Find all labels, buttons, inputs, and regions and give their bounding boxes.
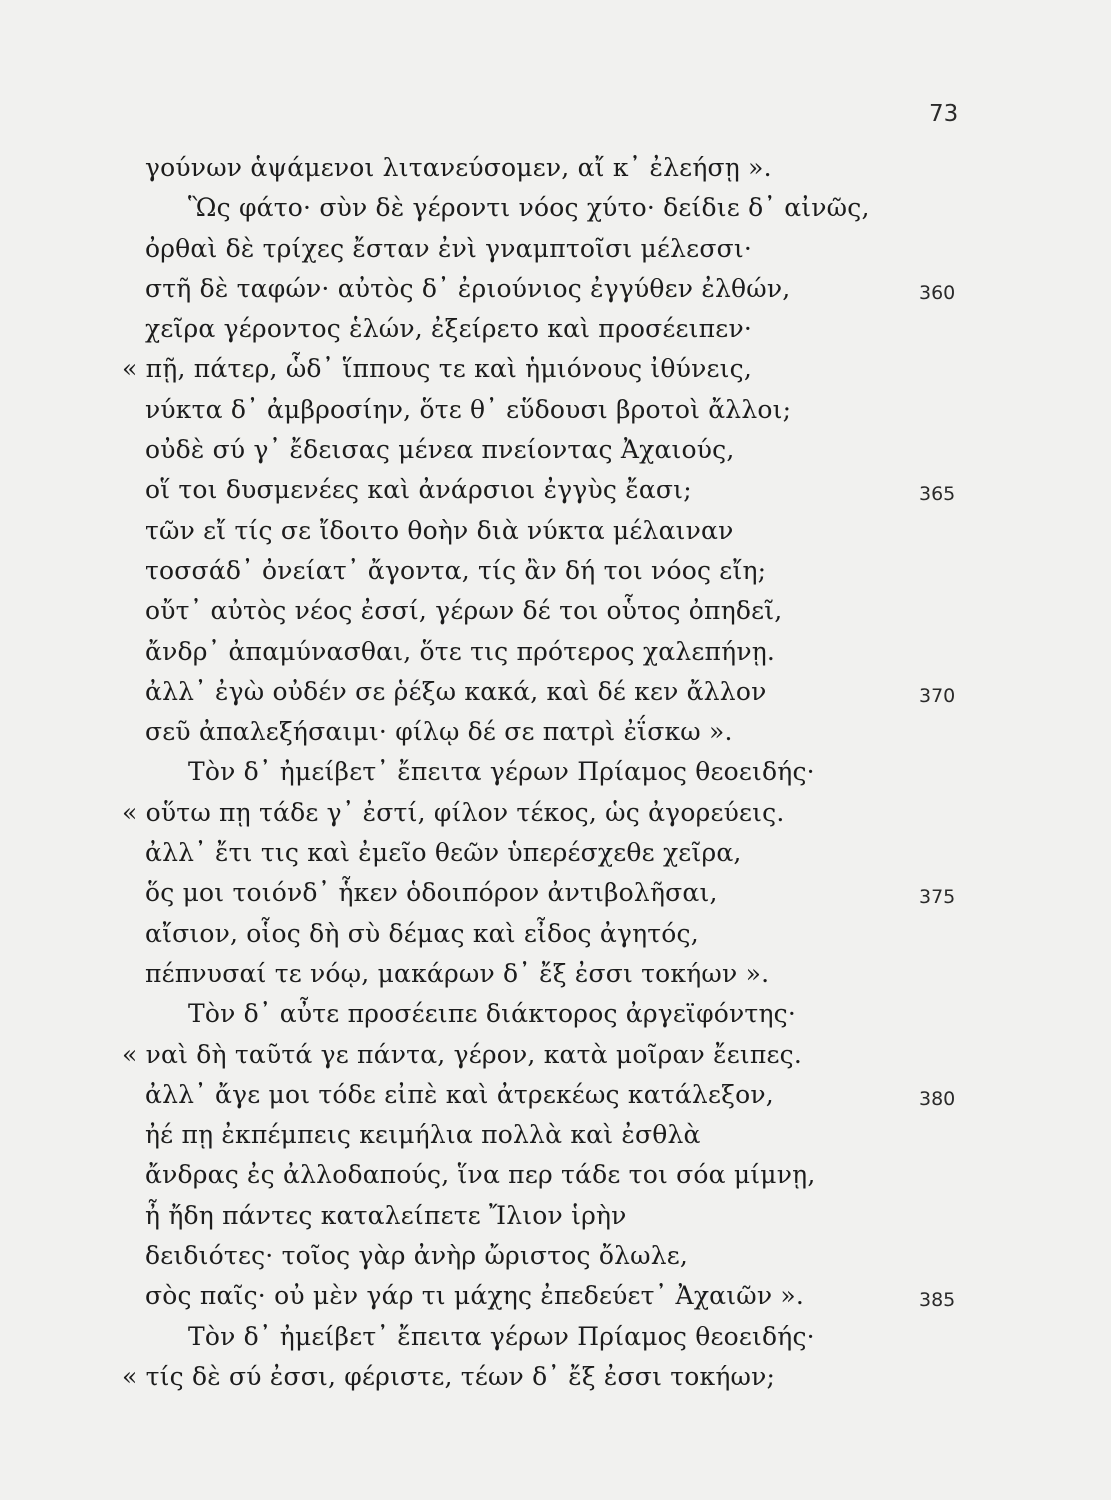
verse-text: ἄνδρ᾽ ἀπαμύνασθαι, ὅτε τις πρότερος χαλεπήνῃ. <box>145 636 776 666</box>
verse-line <box>0 272 1111 312</box>
line-number: 365 <box>919 483 956 506</box>
verse-text: σεῦ ἀπαλεξήσαιμι· φίλῳ δέ σε πατρὶ ἐΐσκω ». <box>145 717 733 747</box>
verse-text: ἀλλ᾽ ἄγε μοι τόδε εἰπὲ καὶ ἀτρεκέως κατάλεξον, <box>145 1079 774 1109</box>
verse-line <box>0 917 1111 957</box>
verse-line <box>0 1118 1111 1158</box>
verse-line <box>0 755 1111 795</box>
verse-line <box>0 1038 1111 1078</box>
verse-line <box>0 393 1111 433</box>
verse-line <box>0 594 1111 634</box>
verse-line <box>0 957 1111 997</box>
line-number: 385 <box>919 1289 956 1312</box>
verse-text: « πῇ, πάτερ, ὧδ᾽ ἵππους τε καὶ ἡμιόνους ἰθύνεις, <box>122 354 752 384</box>
page-number: 73 <box>929 101 959 127</box>
verse-line <box>0 715 1111 755</box>
verse-line <box>0 433 1111 473</box>
verse-line <box>0 312 1111 352</box>
verse-text: τοσσάδ᾽ ὀνείατ᾽ ἄγοντα, τίς ἂν δή τοι νόος εἴη; <box>145 555 767 585</box>
line-number: 360 <box>919 281 956 304</box>
verse-text: αἴσιον, οἷος δὴ σὺ δέμας καὶ εἶδος ἀγητός, <box>145 918 699 948</box>
verse-text: ἀλλ᾽ ἐγὼ οὐδέν σε ῥέξω κακά, καὶ δέ κεν ἄλλον <box>145 676 767 706</box>
verse-line <box>0 514 1111 554</box>
verse-line <box>0 836 1111 876</box>
line-number: 370 <box>919 684 956 707</box>
verse-text: δειδιότες· τοῖος γὰρ ἀνὴρ ὤριστος ὄλωλε, <box>145 1241 689 1271</box>
verse-text: σὸς παῖς· οὐ μὲν γάρ τι μάχης ἐπεδεύετ᾽ Ἀχαιῶν ». <box>145 1281 805 1311</box>
verse-text: Ὣς φάτο· σὺν δὲ γέροντι νόος χύτο· δείδιε δ᾽ αἰνῶς, <box>188 193 870 223</box>
verse-text: ἠέ πῃ ἐκπέμπεις κειμήλια πολλὰ καὶ ἐσθλὰ <box>145 1120 701 1150</box>
verse-line <box>0 1360 1111 1400</box>
verse-text: νύκτα δ᾽ ἀμβροσίην, ὅτε θ᾽ εὕδουσι βροτοὶ ἄλλοι; <box>145 394 792 424</box>
verse-text: « οὕτω πῃ τάδε γ᾽ ἐστί, φίλον τέκος, ὡς ἀγορεύεις. <box>122 797 785 827</box>
verse-text: χεῖρα γέροντος ἑλών, ἐξείρετο καὶ προσέειπεν· <box>145 314 752 344</box>
verse-line <box>0 151 1111 191</box>
verse-text: στῆ δὲ ταφών· αὐτὸς δ᾽ ἐριούνιος ἐγγύθεν ἐλθών, <box>145 273 791 303</box>
verse-text: Τὸν δ᾽ ἠμείβετ᾽ ἔπειτα γέρων Πρίαμος θεοειδής· <box>188 757 815 787</box>
verse-text: οὔτ᾽ αὐτὸς νέος ἐσσί, γέρων δέ τοι οὗτος ὀπηδεῖ, <box>145 596 783 626</box>
verse-line <box>0 191 1111 231</box>
verse-line <box>0 1199 1111 1239</box>
verse-text: « ναὶ δὴ ταῦτά γε πάντα, γέρον, κατὰ μοῖραν ἔειπες. <box>122 1039 802 1069</box>
verse-line <box>0 997 1111 1037</box>
verse-text: ἀλλ᾽ ἔτι τις καὶ ἐμεῖο θεῶν ὑπερέσχεθε χεῖρα, <box>145 838 742 868</box>
verse-text: τῶν εἴ τίς σε ἴδοιτο θοὴν διὰ νύκτα μέλαιναν <box>145 515 734 545</box>
verse-line <box>0 232 1111 272</box>
verse-line <box>0 796 1111 836</box>
line-number: 375 <box>919 886 956 909</box>
line-number: 380 <box>919 1087 956 1110</box>
verse-line <box>0 1320 1111 1360</box>
verse-text: ἦ ἤδη πάντες καταλείπετε Ἴλιον ἱρὴν <box>145 1200 627 1230</box>
verse-text: πέπνυσαί τε νόῳ, μακάρων δ᾽ ἔξ ἐσσι τοκήων ». <box>145 958 770 988</box>
verse-line <box>0 1279 1111 1319</box>
verse-text: Τὸν δ᾽ ἠμείβετ᾽ ἔπειτα γέρων Πρίαμος θεοειδής· <box>188 1321 815 1351</box>
verse-text: ὀρθαὶ δὲ τρίχες ἔσταν ἐνὶ γναμπτοῖσι μέλεσσι· <box>145 233 752 263</box>
verse-text: « τίς δὲ σύ ἐσσι, φέριστε, τέων δ᾽ ἔξ ἐσσι τοκήων; <box>122 1361 776 1391</box>
verse-block <box>0 151 1111 1400</box>
verse-text: οἵ τοι δυσμενέες καὶ ἀνάρσιοι ἐγγὺς ἔασι; <box>145 475 692 505</box>
verse-line <box>0 1239 1111 1279</box>
verse-line <box>0 473 1111 513</box>
verse-text: ὅς μοι τοιόνδ᾽ ἧκεν ὁδοιπόρον ἀντιβολῆσαι, <box>145 878 718 908</box>
verse-text: γούνων ἁψάμενοι λιτανεύσομεν, αἴ κ᾽ ἐλεήσῃ ». <box>145 153 772 182</box>
verse-line <box>0 876 1111 916</box>
verse-line <box>0 635 1111 675</box>
verse-text: ἄνδρας ἐς ἀλλοδαπούς, ἵνα περ τάδε τοι σόα μίμνῃ, <box>145 1160 816 1190</box>
verse-line <box>0 352 1111 392</box>
verse-line <box>0 554 1111 594</box>
verse-text: Τὸν δ᾽ αὖτε προσέειπε διάκτορος ἀργεϊφόντης· <box>188 999 796 1029</box>
verse-line <box>0 1158 1111 1198</box>
verse-line <box>0 675 1111 715</box>
verse-text: οὐδὲ σύ γ᾽ ἔδεισας μένεα πνείοντας Ἀχαιούς, <box>145 435 735 465</box>
verse-line <box>0 1078 1111 1118</box>
